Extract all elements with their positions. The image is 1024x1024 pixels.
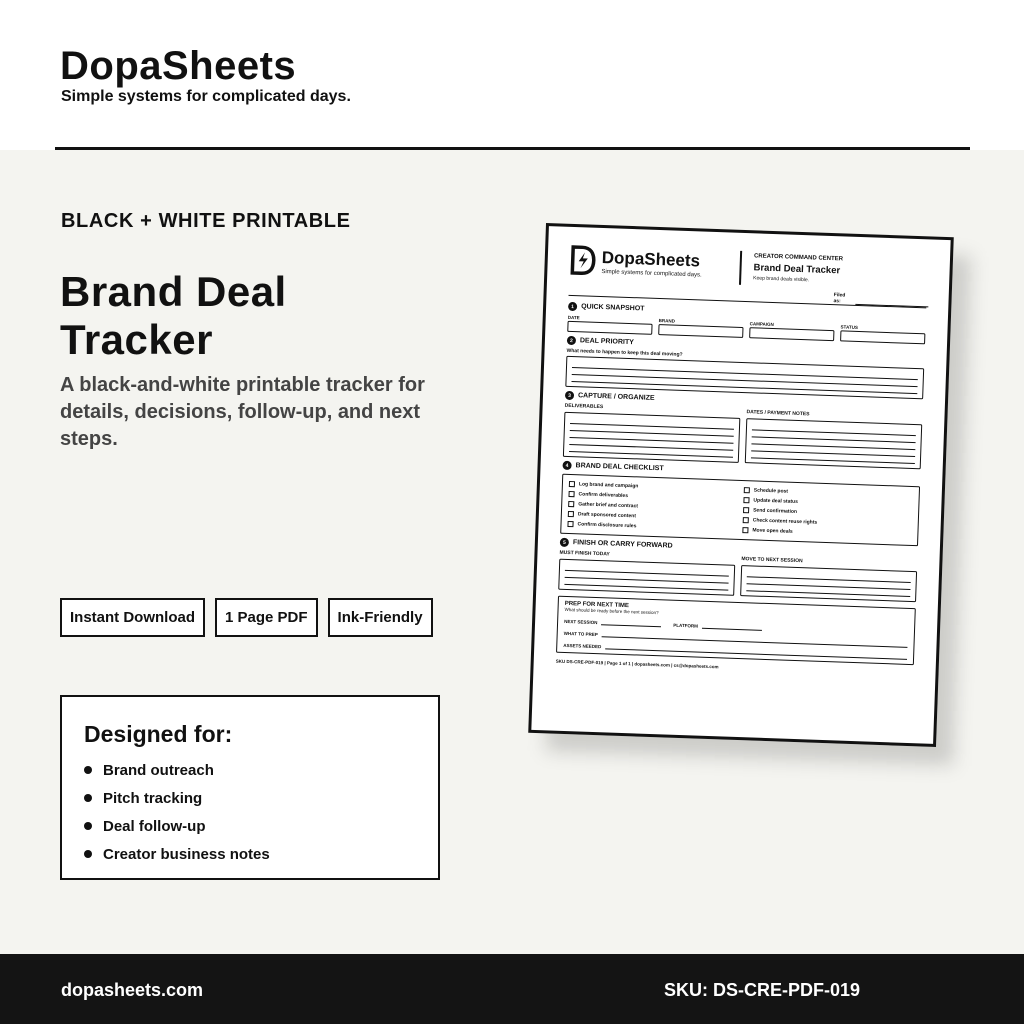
section-number-badge: 4 — [562, 461, 571, 470]
field-box — [658, 324, 743, 338]
filed-as-label: Filed as: — [833, 292, 846, 305]
priority-question: What needs to happen to keep this deal moving? — [566, 347, 683, 358]
checklist-label: Log brand and campaign — [578, 481, 639, 490]
dopasheets-logo-icon — [569, 245, 596, 276]
list-item — [84, 812, 416, 840]
prep-label: NEXT SESSION — [564, 618, 598, 626]
next-session-column — [740, 556, 917, 602]
list-item-label: Pitch tracking — [103, 789, 203, 807]
checklist-left — [567, 479, 738, 535]
checklist-box — [560, 474, 920, 546]
section-number-badge: 1 — [568, 302, 577, 311]
header-divider — [55, 147, 970, 150]
list-item-label: Creator business notes — [103, 845, 270, 863]
checkbox-icon — [568, 511, 574, 517]
checklist-label: Check content reuse rights — [752, 517, 818, 526]
snapshot-field — [840, 324, 926, 344]
field-label: DATE — [567, 314, 580, 321]
sheet-header-divider — [739, 251, 742, 285]
prep-label: PLATFORM — [673, 622, 699, 629]
checkbox-icon — [743, 507, 749, 513]
sheet-header — [569, 243, 928, 303]
must-finish-column — [558, 550, 735, 596]
bullet-icon — [84, 794, 92, 802]
payment-notes-column — [745, 409, 923, 469]
bullet-icon — [84, 850, 92, 858]
product-description: A black-and-white printable tracker for details, decisions, follow-up, and next steps. — [60, 374, 425, 450]
section-number-badge: 2 — [567, 336, 576, 345]
list-item — [84, 784, 416, 812]
lines-box — [740, 565, 917, 602]
feature-badges — [60, 598, 433, 637]
designed-for-heading: Designed for: — [84, 721, 233, 747]
list-item-label: Brand outreach — [103, 761, 214, 779]
checklist-label: Draft sponsored content — [577, 511, 637, 520]
field-box — [567, 321, 652, 335]
section-label: FINISH OR CARRY FORWARD — [572, 539, 673, 550]
badge-instant-download: Instant Download — [60, 598, 205, 637]
checklist-label: Move open deals — [752, 527, 793, 535]
section-label: DEAL PRIORITY — [579, 337, 634, 347]
checkbox-icon — [568, 501, 574, 507]
list-item — [84, 840, 416, 868]
field-label: BRAND — [658, 318, 676, 324]
badge-ink-friendly: Ink-Friendly — [328, 598, 433, 637]
designed-for-box — [60, 695, 440, 880]
checkbox-icon — [742, 527, 748, 533]
checkbox-icon — [743, 517, 749, 523]
bullet-icon — [84, 822, 92, 830]
column-label: MUST FINISH TODAY — [559, 549, 610, 558]
column-label: DELIVERABLES — [564, 402, 604, 411]
checkbox-icon — [744, 487, 750, 493]
brand-name: DopaSheets — [60, 44, 297, 88]
badge-page-count: 1 Page PDF — [215, 598, 318, 637]
deliverables-column — [563, 403, 741, 463]
prep-question: What should be ready before the next session? — [564, 606, 659, 616]
checklist-label: Gather brief and contract — [578, 501, 639, 510]
checklist-label: Send confirmation — [753, 507, 798, 515]
lines-box — [745, 418, 922, 469]
checklist-label: Update deal status — [753, 497, 799, 505]
field-box — [840, 330, 925, 344]
eyebrow-label: BLACK + WHITE PRINTABLE — [61, 210, 351, 232]
prep-title: PREP FOR NEXT TIME — [564, 600, 630, 610]
snapshot-field — [567, 315, 653, 335]
list-item — [84, 756, 416, 784]
prep-next-time-box — [556, 596, 916, 665]
printable-sheet — [528, 223, 954, 747]
bullet-icon — [84, 766, 92, 774]
lines-box — [558, 559, 735, 596]
write-line — [605, 644, 907, 660]
section-number-badge: 3 — [565, 391, 574, 400]
sheet-title-block — [753, 253, 843, 284]
lines-box — [563, 412, 740, 463]
list-item-label: Deal follow-up — [103, 817, 206, 835]
snapshot-field — [658, 318, 744, 338]
product-title: Brand Deal Tracker — [60, 268, 287, 363]
brand-tagline: Simple systems for complicated days. — [61, 88, 351, 105]
capture-columns — [563, 403, 923, 469]
sheet-footer: SKU DS-CRE-PDF-019 | Page 1 of 1 | dopasheets.com | cs@dopasheets.com — [555, 658, 719, 670]
finish-columns — [558, 550, 917, 602]
field-box — [749, 327, 834, 341]
column-label: MOVE TO NEXT SESSION — [741, 556, 803, 565]
snapshot-field — [749, 321, 835, 341]
field-label: STATUS — [840, 324, 858, 330]
checkbox-icon — [568, 491, 574, 497]
prep-label: ASSETS NEEDED — [563, 642, 602, 650]
checkbox-icon — [569, 481, 575, 487]
checkbox-icon — [567, 521, 573, 527]
header — [0, 0, 1024, 150]
checklist-label: Schedule post — [753, 487, 789, 495]
prep-label: WHAT TO PREP — [563, 630, 598, 638]
column-label: DATES / PAYMENT NOTES — [746, 409, 810, 418]
field-label: CAMPAIGN — [749, 321, 774, 328]
sheet-brand-name: DopaSheets — [601, 248, 701, 271]
checkbox-icon — [743, 497, 749, 503]
section-label: CAPTURE / ORGANIZE — [577, 392, 655, 402]
sheet-subtitle: Keep brand deals visible. — [753, 275, 810, 284]
checklist-right — [742, 485, 913, 541]
footer-bar — [0, 954, 1024, 1024]
footer-site: dopasheets.com — [61, 980, 204, 1000]
checklist-label: Confirm deliverables — [578, 491, 629, 500]
printable-preview — [528, 223, 954, 747]
sheet-brand — [601, 244, 703, 295]
footer-sku: SKU: DS-CRE-PDF-019 — [664, 980, 861, 1000]
designed-for-list — [84, 756, 416, 868]
section-number-badge: 5 — [560, 538, 569, 547]
section-label: BRAND DEAL CHECKLIST — [575, 462, 664, 473]
sheet-title: Brand Deal Tracker — [753, 262, 841, 277]
sheet-kicker: CREATOR COMMAND CENTER — [753, 253, 844, 263]
section-label: QUICK SNAPSHOT — [580, 303, 645, 313]
checklist-label: Confirm disclosure rules — [577, 521, 637, 530]
sheet-brand-tagline: Simple systems for complicated days. — [601, 268, 702, 279]
